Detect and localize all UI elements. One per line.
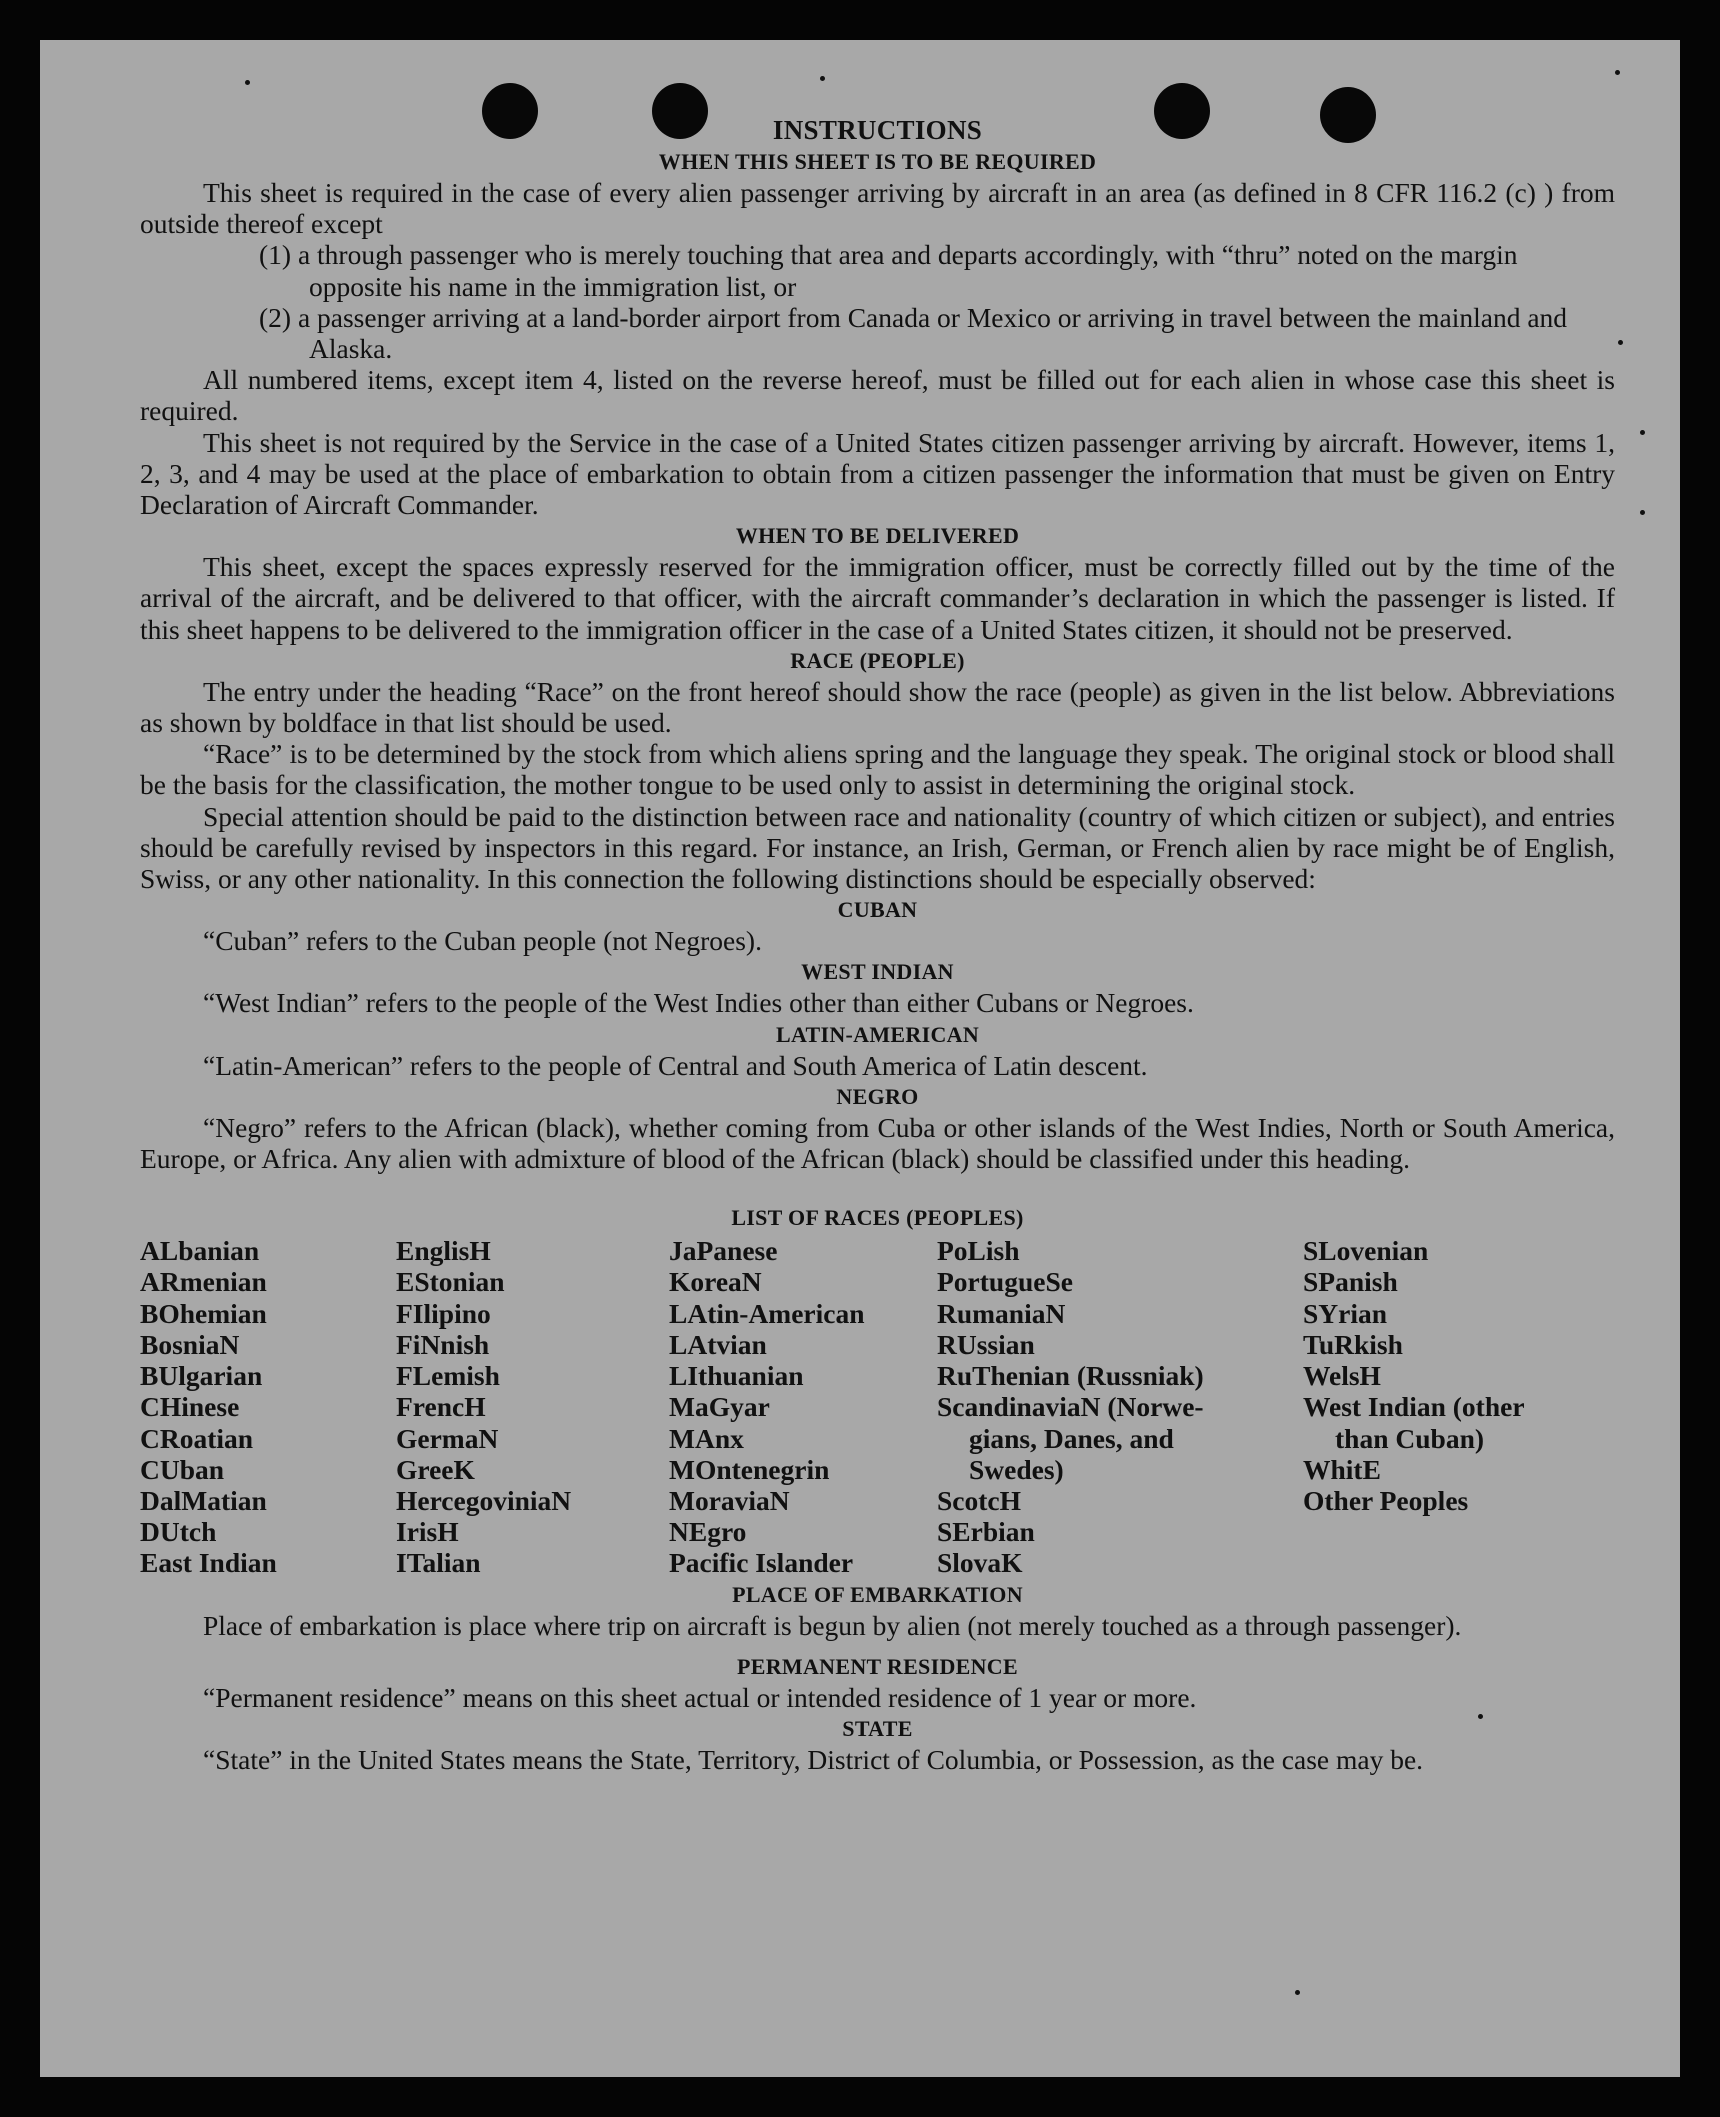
page-title: INSTRUCTIONS bbox=[772, 115, 983, 145]
race-entry: ALbanian bbox=[140, 1235, 260, 1267]
races-column bbox=[396, 1235, 669, 1578]
section-heading: NEGRO bbox=[836, 1083, 919, 1109]
section-heading: STATE bbox=[842, 1715, 913, 1741]
race-entry: DalMatian bbox=[140, 1484, 267, 1516]
race-entry: LAtvian bbox=[669, 1328, 767, 1360]
race-entry: GermaN bbox=[396, 1422, 499, 1454]
race-entry: PoLish bbox=[937, 1235, 1020, 1267]
race-entry: RuThenian (Russniak) bbox=[937, 1360, 1204, 1392]
race-entry: JaPanese bbox=[669, 1235, 778, 1267]
races-list bbox=[140, 1235, 1615, 1578]
race-entry: FIlipino bbox=[396, 1297, 491, 1329]
race-entry-continued: Swedes) bbox=[969, 1453, 1064, 1485]
race-entry: KoreaN bbox=[669, 1266, 762, 1298]
race-entry: EnglisH bbox=[396, 1235, 491, 1267]
race-entry: CRoatian bbox=[140, 1422, 254, 1454]
section-heading: LIST OF RACES (PEOPLES) bbox=[731, 1205, 1024, 1231]
race-entry: ScotcH bbox=[937, 1484, 1022, 1516]
paragraph: “West Indian” refers to the people of the West Indies other than either Cubans or Negroes. bbox=[203, 987, 1194, 1019]
race-entry: WhitE bbox=[1303, 1453, 1381, 1485]
paragraph: “Negro” refers to the African (black), whether coming from Cuba or other islands of the West Indies, North or South America, Europe, or Africa. Any alien with admixture of blood of the African (black) should be classified under this heading. bbox=[140, 1111, 1615, 1175]
race-entry: NEgro bbox=[669, 1516, 747, 1548]
race-entry: East Indian bbox=[140, 1547, 277, 1579]
races-column bbox=[140, 1235, 396, 1578]
race-entry: IrisH bbox=[396, 1516, 459, 1548]
section-heading: PERMANENT RESIDENCE bbox=[737, 1653, 1018, 1679]
paragraph: Place of embarkation is place where trip on aircraft is begun by alien (not merely touched as a through passenger). bbox=[203, 1609, 1462, 1641]
race-entry: FiNnish bbox=[396, 1328, 490, 1360]
paragraph: This sheet is not required by the Service in the case of a United States citizen passenger arriving by aircraft. However, items 1, 2, 3, and 4 may be used at the place of embarkation to obtain from a citizen passenger the information that must be given on Entry Declaration of Aircraft Commander. bbox=[140, 426, 1615, 521]
race-entry: ARmenian bbox=[140, 1266, 267, 1298]
races-column bbox=[1303, 1235, 1615, 1578]
race-entry: WelsH bbox=[1303, 1360, 1381, 1392]
race-entry: SErbian bbox=[937, 1516, 1035, 1548]
race-entry: RUssian bbox=[937, 1328, 1035, 1360]
speck bbox=[1618, 340, 1623, 345]
race-entry: CHinese bbox=[140, 1391, 240, 1423]
race-entry: DUtch bbox=[140, 1516, 217, 1548]
race-entry: MAnx bbox=[669, 1422, 744, 1454]
race-entry: West Indian (other bbox=[1303, 1391, 1525, 1423]
section-heading: CUBAN bbox=[837, 897, 918, 923]
paragraph: “State” in the United States means the State, Territory, District of Columbia, or Possession, as the case may be. bbox=[203, 1743, 1424, 1775]
section-heading: PLACE OF EMBARKATION bbox=[732, 1581, 1023, 1607]
paragraph: Special attention should be paid to the distinction between race and nationality (country of which citizen or subject), and entries should be carefully revised by inspectors in this regard. For instance, an Irish, German, or French alien by race might be of English, Swiss, or any other nationality. In this connection the following distinctions should be especially observed: bbox=[140, 800, 1615, 895]
race-entry: ScandinaviaN (Norwe- bbox=[937, 1391, 1204, 1423]
section-heading: LATIN-AMERICAN bbox=[775, 1021, 980, 1047]
section-heading: RACE (PEOPLE) bbox=[790, 647, 965, 673]
race-entry: MoraviaN bbox=[669, 1484, 790, 1516]
race-entry: SPanish bbox=[1303, 1266, 1398, 1298]
race-entry: FrencH bbox=[396, 1391, 486, 1423]
race-entry: ITalian bbox=[396, 1547, 481, 1579]
speck bbox=[1640, 510, 1645, 515]
paragraph: This sheet is required in the case of every alien passenger arriving by aircraft in an area (as defined in 8 CFR 116.2 (c) ) from outside thereof except bbox=[140, 177, 1615, 240]
race-entry: SYrian bbox=[1303, 1297, 1388, 1329]
paragraph: “Permanent residence” means on this sheet actual or intended residence of 1 year or more. bbox=[203, 1681, 1197, 1713]
race-entry: TuRkish bbox=[1303, 1328, 1403, 1360]
paragraph: “Latin-American” refers to the people of Central and South America of Latin descent. bbox=[203, 1049, 1148, 1081]
race-entry-continued: gians, Danes, and bbox=[969, 1422, 1174, 1454]
paragraph: All numbered items, except item 4, listed on the reverse hereof, must be filled out for each alien in whose case this sheet is required. bbox=[140, 364, 1615, 427]
instructions-content bbox=[140, 115, 1615, 1775]
race-entry: GreeK bbox=[396, 1453, 475, 1485]
race-entry: PortugueSe bbox=[937, 1266, 1073, 1298]
speck bbox=[245, 80, 250, 85]
race-entry: MaGyar bbox=[669, 1391, 770, 1423]
speck bbox=[1640, 430, 1645, 435]
race-entry: BOhemian bbox=[140, 1297, 267, 1329]
document-page bbox=[40, 40, 1680, 2077]
race-entry-continued: than Cuban) bbox=[1335, 1422, 1485, 1454]
section-heading: WHEN TO BE DELIVERED bbox=[735, 523, 1020, 549]
speck bbox=[820, 76, 825, 81]
race-entry: Other Peoples bbox=[1303, 1484, 1469, 1516]
speck bbox=[1295, 1990, 1300, 1995]
paragraph: This sheet, except the spaces expressly reserved for the immigration officer, must be correctly filled out by the time of the arrival of the aircraft, and be delivered to that officer, with the aircraft commander’s declaration in which the passenger is listed. If this sheet happens to be delivered to the immigration officer in the case of a United States citizen, it should not be preserved. bbox=[140, 551, 1615, 645]
section-heading: WEST INDIAN bbox=[801, 959, 954, 985]
race-entry: FLemish bbox=[396, 1360, 500, 1392]
race-entry: SLovenian bbox=[1303, 1235, 1429, 1267]
paragraph: The entry under the heading “Race” on the front hereof should show the race (people) as given in the list below. Abbreviations as shown by boldface in that list should be used. bbox=[140, 675, 1615, 739]
section-heading: WHEN THIS SHEET IS TO BE REQUIRED bbox=[658, 149, 1097, 174]
race-entry: MOntenegrin bbox=[669, 1453, 830, 1485]
race-entry: Pacific Islander bbox=[669, 1547, 854, 1579]
race-entry: HercegoviniaN bbox=[396, 1484, 572, 1516]
list-item: (2) a passenger arriving at a land-border airport from Canada or Mexico or arriving in travel between the mainland and Alaska. bbox=[259, 301, 1568, 365]
paragraph: “Race” is to be determined by the stock from which aliens spring and the language they speak. The original stock or blood shall be the basis for the classification, the mother tongue to be used only to assist in determining the original stock. bbox=[140, 738, 1615, 801]
race-entry: CUban bbox=[140, 1453, 225, 1485]
speck bbox=[1615, 70, 1620, 75]
race-entry: SlovaK bbox=[937, 1547, 1023, 1579]
race-entry: EStonian bbox=[396, 1266, 505, 1298]
races-column bbox=[669, 1235, 937, 1578]
list-item: (1) a through passenger who is merely touching that area and departs accordingly, with “thru” noted on the margin opposite his name in the immigration list, or bbox=[259, 239, 1518, 302]
race-entry: RumaniaN bbox=[937, 1297, 1066, 1329]
paragraph: “Cuban” refers to the Cuban people (not Negroes). bbox=[203, 925, 762, 957]
race-entry: BosniaN bbox=[140, 1328, 240, 1360]
race-entry: BUlgarian bbox=[140, 1360, 263, 1392]
race-entry: LAtin-American bbox=[669, 1297, 865, 1329]
races-column bbox=[937, 1235, 1303, 1578]
race-entry: LIthuanian bbox=[669, 1360, 804, 1392]
